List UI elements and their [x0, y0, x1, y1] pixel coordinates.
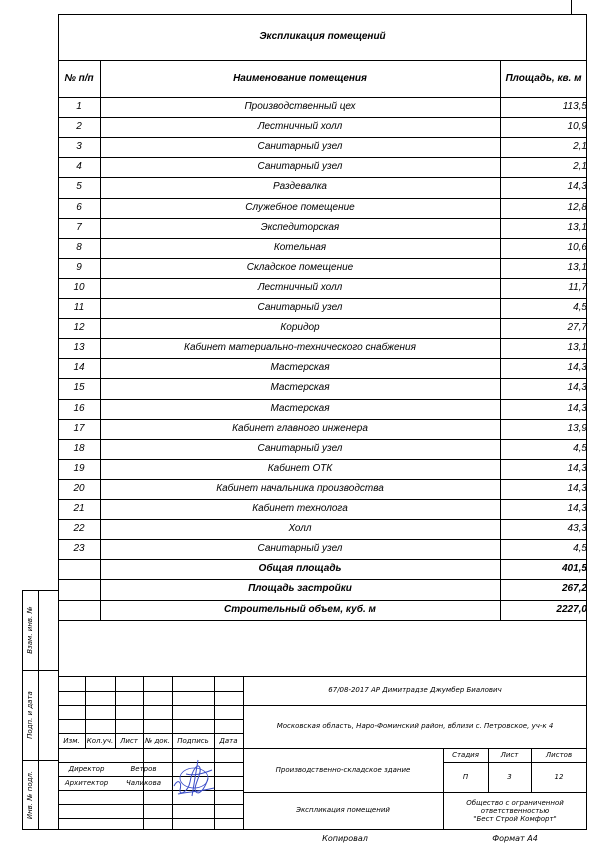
- total-label: Общая площадь: [258, 563, 342, 574]
- row-room-name: Санитарный узел: [257, 543, 343, 554]
- org-line-1: Общество с ограниченной: [466, 798, 564, 807]
- total-value: 267,2: [561, 583, 587, 594]
- row-room-name: Санитарный узел: [257, 302, 343, 313]
- row-room-name: Мастерская: [270, 403, 330, 414]
- footer-format: Формат А4: [492, 834, 538, 843]
- row-area: 4,5: [573, 302, 587, 313]
- row-area: 2,1: [573, 161, 587, 172]
- row-area: 14,3: [567, 382, 587, 393]
- row-number: 6: [76, 202, 82, 213]
- row-area: 10,6: [567, 242, 587, 253]
- role-director: Директор: [68, 764, 105, 773]
- row-area: 14,3: [567, 483, 587, 494]
- row-room-name: Кабинет материально-технического снабжения: [184, 342, 416, 353]
- row-room-name: Кабинет начальника производства: [216, 483, 384, 494]
- row-room-name: Кабинет технолога: [252, 503, 348, 514]
- total-value: 401,5: [561, 563, 587, 574]
- row-room-name: Холл: [288, 523, 312, 534]
- row-room-name: Лестничный холл: [257, 121, 343, 132]
- row-area: 14,3: [567, 362, 587, 373]
- row-room-name: Раздевалка: [272, 181, 327, 192]
- row-room-name: Экспедиторская: [260, 222, 340, 233]
- row-number: 12: [73, 322, 85, 333]
- col-header-date: Дата: [219, 736, 238, 745]
- signature-image: [168, 756, 218, 800]
- footer-copied: Копировал: [322, 834, 368, 843]
- sheet-label: Лист: [500, 750, 519, 759]
- row-number: 4: [76, 161, 82, 172]
- row-number: 11: [73, 302, 85, 313]
- row-number: 10: [73, 282, 85, 293]
- organization: [443, 796, 587, 826]
- total-label: Строительный объем, куб. м: [224, 604, 376, 615]
- row-number: 17: [73, 423, 85, 434]
- side-label-vzam: Взам. инв. №: [26, 606, 34, 654]
- row-number: 21: [73, 503, 85, 514]
- row-area: 4,5: [573, 443, 587, 454]
- row-room-name: Санитарный узел: [257, 443, 343, 454]
- sheets-label: Листов: [545, 750, 573, 759]
- table-title: Экспликация помещений: [259, 31, 386, 42]
- row-area: 14,3: [567, 181, 587, 192]
- name-architect: Чаликова: [125, 778, 162, 787]
- project-address: Московская область, Наро-Фоминский район, вблизи с. Петровское, уч-к 4: [276, 722, 554, 730]
- sheet-value: 3: [507, 772, 512, 781]
- row-room-name: Санитарный узел: [257, 161, 343, 172]
- total-label: Площадь застройки: [248, 583, 352, 594]
- row-area: 13,9: [567, 423, 587, 434]
- row-number: 3: [76, 141, 82, 152]
- header-number: № п/п: [64, 72, 94, 84]
- row-room-name: Санитарный узел: [257, 141, 343, 152]
- sheet-title: Экспликация помещений: [296, 806, 390, 814]
- row-number: 19: [73, 463, 85, 474]
- stage-label: Стадия: [452, 750, 479, 759]
- row-area: 2,1: [573, 141, 587, 152]
- row-area: 113,5: [562, 101, 587, 112]
- org-line-2: ответственностью: [480, 806, 550, 815]
- role-architect: Архитектор: [64, 778, 109, 787]
- col-header-doc: № док.: [144, 736, 171, 745]
- row-room-name: Служебное помещение: [245, 202, 355, 213]
- col-header-signature: Подпись: [177, 736, 209, 745]
- row-area: 13,1: [567, 222, 587, 233]
- row-room-name: Производственный цех: [244, 101, 356, 112]
- row-number: 1: [76, 101, 82, 112]
- row-number: 5: [76, 181, 82, 192]
- row-number: 14: [73, 362, 85, 373]
- side-label-inv: Инв. № подл.: [26, 770, 34, 820]
- row-area: 14,3: [567, 463, 587, 474]
- project-code: 67/08-2017 АР Димитрадзе Джумбер Биалович: [328, 686, 502, 694]
- header-room-name: Наименование помещения: [233, 72, 367, 84]
- building-name: Производственно-складское здание: [275, 765, 411, 774]
- row-number: 22: [73, 523, 85, 534]
- row-area: 14,3: [567, 403, 587, 414]
- row-number: 9: [76, 262, 82, 273]
- total-value: 2227,0: [556, 604, 587, 615]
- row-area: 13,1: [567, 262, 587, 273]
- row-number: 7: [76, 222, 82, 233]
- row-room-name: Мастерская: [270, 382, 330, 393]
- row-area: 27,7: [567, 322, 587, 333]
- row-area: 11,7: [568, 282, 587, 293]
- row-area: 12,8: [567, 202, 587, 213]
- sheets-value: 12: [554, 772, 564, 781]
- row-room-name: Коридор: [280, 322, 320, 333]
- row-number: 16: [73, 403, 85, 414]
- side-label-podp: Подп. и дата: [26, 691, 34, 739]
- stage-value: П: [462, 772, 469, 781]
- row-room-name: Лестничный холл: [257, 282, 343, 293]
- row-area: 43,3: [567, 523, 587, 534]
- row-room-name: Мастерская: [270, 362, 330, 373]
- row-area: 13,1: [567, 342, 587, 353]
- row-number: 8: [76, 242, 82, 253]
- row-number: 15: [73, 382, 85, 393]
- name-director: Ветров: [130, 764, 157, 773]
- col-header-izm: Изм.: [63, 736, 80, 745]
- row-area: 10,9: [567, 121, 587, 132]
- header-area: Площадь, кв. м: [505, 72, 582, 84]
- org-line-3: "Бест Строй Комфорт": [473, 815, 557, 824]
- col-header-koluch: Кол.уч.: [86, 736, 114, 745]
- row-number: 13: [73, 342, 85, 353]
- row-room-name: Кабинет главного инженера: [232, 423, 368, 434]
- row-number: 2: [76, 121, 82, 132]
- col-header-list: Лист: [120, 736, 138, 745]
- row-area: 4,5: [573, 543, 587, 554]
- row-number: 20: [73, 483, 85, 494]
- row-room-name: Кабинет ОТК: [267, 463, 333, 474]
- row-number: 23: [73, 543, 85, 554]
- row-number: 18: [73, 443, 85, 454]
- row-room-name: Складское помещение: [246, 262, 354, 273]
- row-area: 14,3: [567, 503, 587, 514]
- row-room-name: Котельная: [273, 242, 327, 253]
